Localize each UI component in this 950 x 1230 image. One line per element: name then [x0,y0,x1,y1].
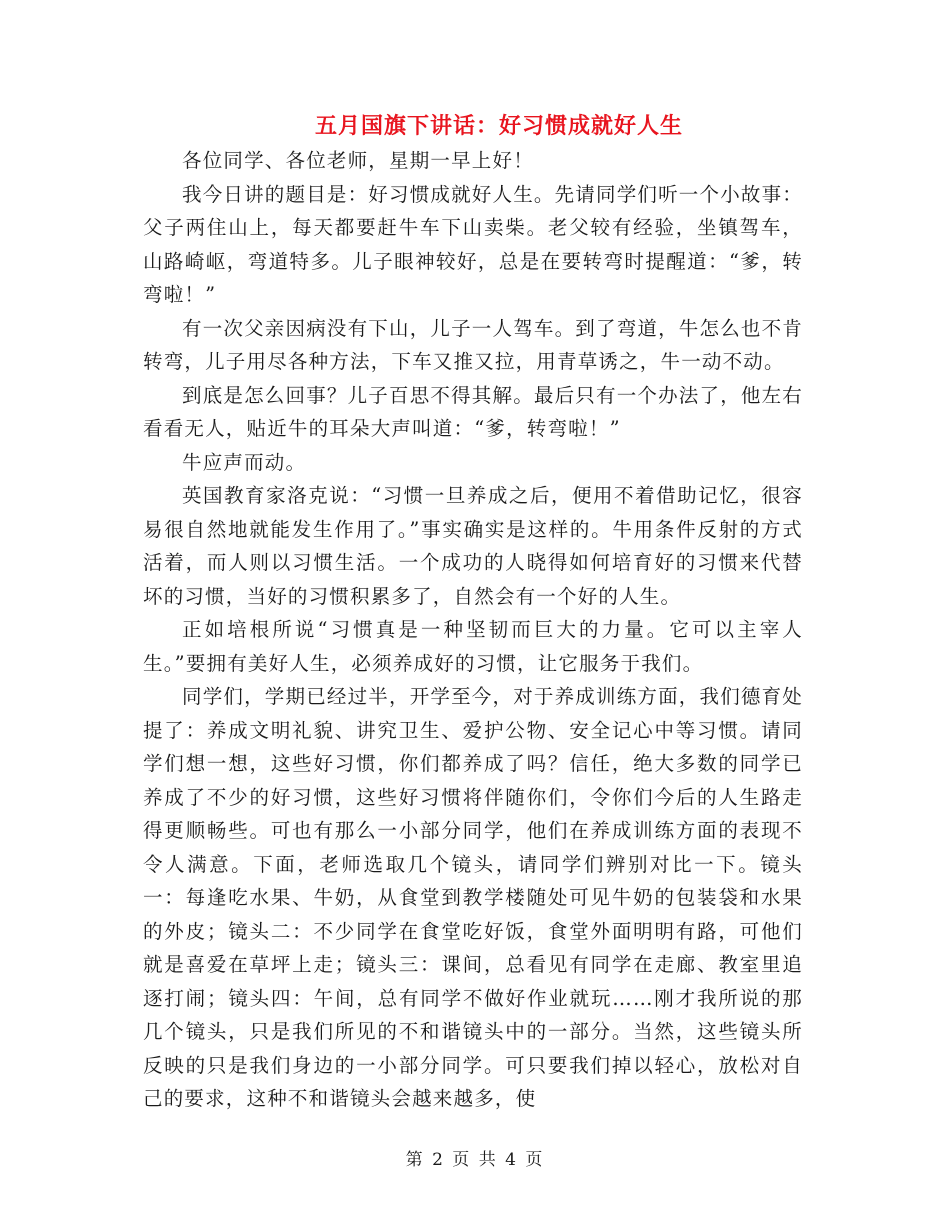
document-title: 五月国旗下讲话：好习惯成就好人生 [314,113,683,139]
locke-quote-paragraph: 英国教育家洛克说：“习惯一旦养成之后，便用不着借助记忆，很容易很自然地就能发生作用了。”事实确实是这样的。牛用条件反射的方式活着，而人则以习惯生活。一个成功的人晓得如何培育好的习惯来代替坏的习惯，当好的习惯积累多了，自然会有一个好的人生。 [143,484,803,608]
story-intro-paragraph: 我今日讲的题目是：好习惯成就好人生。先请同学们听一个小故事：父子两住山上，每天都要赶牛车下山卖柴。老父较有经验，坐镇驾车，山路崎岖，弯道特多。儿子眼神较好，总是在要转弯时提醒道：“爹，转弯啦！” [143,182,804,306]
page-number-footer: 第 2 页 共 4 页 [405,1150,545,1170]
bacon-quote-paragraph: 正如培根所说“习惯真是一种坚韧而巨大的力量。它可以主宰人生。”要拥有美好人生，必须养成好的习惯，让它服务于我们。 [143,618,803,675]
story-climax-paragraph: 到底是怎么回事？儿子百思不得其解。最后只有一个办法了，他左右看看无人，贴近牛的耳朵大声叫道：“爹，转弯啦！” [143,383,804,440]
document-body [143,144,803,1116]
story-ending-paragraph: 牛应声而动。 [182,450,307,474]
story-middle-paragraph: 有一次父亲因病没有下山，儿子一人驾车。到了弯道，牛怎么也不肯转弯，儿子用尽各种方法，下车又推又拉，用青草诱之，牛一动不动。 [143,316,804,373]
school-habits-paragraph: 同学们，学期已经过半，开学至今，对于养成训练方面，我们德育处提了：养成文明礼貌、讲究卫生、爱护公物、安全记心中等习惯。请同学们想一想，这些好习惯，你们都养成了吗？信任，绝大多数的同学已养成了不少的好习惯，这些好习惯将伴随你们，令你们今后的人生路走得更顺畅些。可也有那么一小部分同学，他们在养成训练方面的表现不令人满意。下面，老师选取几个镜头，请同学们辨别对比一下。镜头一：每逢吃水果、牛奶，从食堂到教学楼随处可见牛奶的包装袋和水果的外皮；镜头二：不少同学在食堂吃好饭，食堂外面明明有路，可他们就是喜爱在草坪上走；镜头三：课间，总看见有同学在走廊、教室里追逐打闹；镜头四：午间，总有同学不做好作业就玩……刚才我所说的那几个镜头，只是我们所见的不和谐镜头中的一部分。当然，这些镜头所反映的只是我们身边的一小部分同学。可只要我们掉以轻心，放松对自己的要求，这种不和谐镜头会越来越多，使 [143,685,804,1110]
greeting-paragraph: 各位同学、各位老师，星期一早上好！ [182,149,534,172]
